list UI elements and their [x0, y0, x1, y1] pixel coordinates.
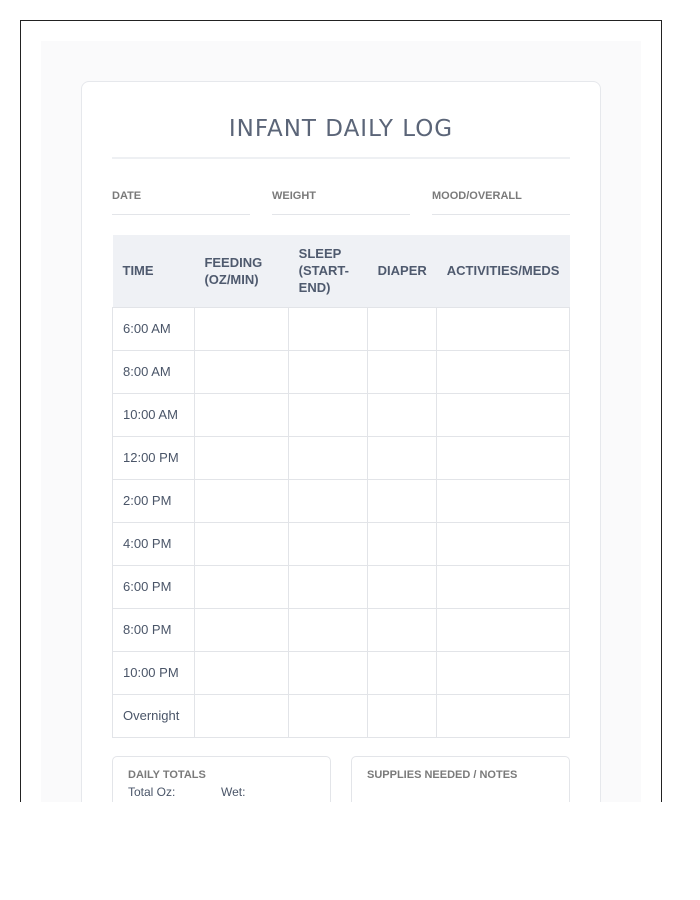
entry-cell[interactable] [437, 307, 570, 350]
time-cell: 8:00 AM [113, 350, 195, 393]
table-row [113, 651, 570, 694]
column-header: TIME [113, 235, 195, 307]
entry-cell[interactable] [437, 651, 570, 694]
page-title: INFANT DAILY LOG [228, 116, 454, 142]
time-cell: 6:00 AM [113, 307, 195, 350]
entry-cell[interactable] [194, 307, 288, 350]
entry-cell[interactable] [194, 694, 288, 737]
log-table [112, 235, 570, 738]
table-row [113, 608, 570, 651]
notes-box[interactable] [351, 756, 570, 802]
entry-cell[interactable] [368, 651, 437, 694]
entry-cell[interactable] [437, 522, 570, 565]
table-row [113, 479, 570, 522]
column-header: ACTIVITIES/MEDS [437, 235, 570, 307]
column-header: FEEDING (OZ/MIN) [194, 235, 288, 307]
entry-cell[interactable] [368, 479, 437, 522]
entry-cell[interactable] [194, 608, 288, 651]
entry-cell[interactable] [437, 393, 570, 436]
entry-cell[interactable] [437, 565, 570, 608]
entry-cell[interactable] [368, 565, 437, 608]
entry-cell[interactable] [289, 307, 368, 350]
entry-cell[interactable] [289, 608, 368, 651]
entry-cell[interactable] [194, 651, 288, 694]
time-cell: 6:00 PM [113, 565, 195, 608]
entry-cell[interactable] [194, 522, 288, 565]
entry-cell[interactable] [437, 350, 570, 393]
entry-cell[interactable] [289, 393, 368, 436]
daily-totals-heading: DAILY TOTALS [128, 769, 206, 781]
entry-cell[interactable] [194, 479, 288, 522]
entry-cell[interactable] [437, 694, 570, 737]
column-header: SLEEP (START-END) [289, 235, 368, 307]
entry-cell[interactable] [368, 522, 437, 565]
entry-cell[interactable] [289, 436, 368, 479]
table-row [113, 565, 570, 608]
entry-cell[interactable] [194, 393, 288, 436]
time-cell: 10:00 PM [113, 651, 195, 694]
entry-cell[interactable] [368, 307, 437, 350]
entry-cell[interactable] [289, 350, 368, 393]
entry-cell[interactable] [289, 522, 368, 565]
time-cell: 2:00 PM [113, 479, 195, 522]
entry-cell[interactable] [437, 608, 570, 651]
time-cell: 12:00 PM [113, 436, 195, 479]
notes-heading: SUPPLIES NEEDED / NOTES [367, 769, 518, 781]
entry-cell[interactable] [289, 565, 368, 608]
weight-field[interactable]: WEIGHT [272, 190, 410, 215]
entry-cell[interactable] [368, 393, 437, 436]
entry-cell[interactable] [368, 694, 437, 737]
table-row [113, 350, 570, 393]
entry-cell[interactable] [194, 436, 288, 479]
column-header: DIAPER [368, 235, 437, 307]
table-row [113, 436, 570, 479]
total-oz-label: Total Oz: [128, 785, 176, 799]
entry-cell[interactable] [194, 350, 288, 393]
page-frame [20, 20, 662, 802]
time-cell: 4:00 PM [113, 522, 195, 565]
entry-cell[interactable] [437, 479, 570, 522]
time-cell: 10:00 AM [113, 393, 195, 436]
table-row [113, 307, 570, 350]
mood-field[interactable]: MOOD/OVERALL [432, 190, 570, 215]
log-card [81, 81, 601, 802]
page-background [41, 41, 641, 802]
entry-cell[interactable] [289, 479, 368, 522]
entry-cell[interactable] [437, 436, 570, 479]
date-field[interactable]: DATE [112, 190, 250, 215]
entry-cell[interactable] [289, 694, 368, 737]
entry-cell[interactable] [368, 608, 437, 651]
table-row [113, 694, 570, 737]
table-row [113, 522, 570, 565]
time-cell: 8:00 PM [113, 608, 195, 651]
entry-cell[interactable] [289, 651, 368, 694]
wet-label: Wet: [221, 785, 246, 799]
entry-cell[interactable] [194, 565, 288, 608]
table-row [113, 393, 570, 436]
title-divider [112, 157, 570, 159]
time-cell: Overnight [113, 694, 195, 737]
entry-cell[interactable] [368, 436, 437, 479]
entry-cell[interactable] [368, 350, 437, 393]
daily-totals-box [112, 756, 331, 802]
